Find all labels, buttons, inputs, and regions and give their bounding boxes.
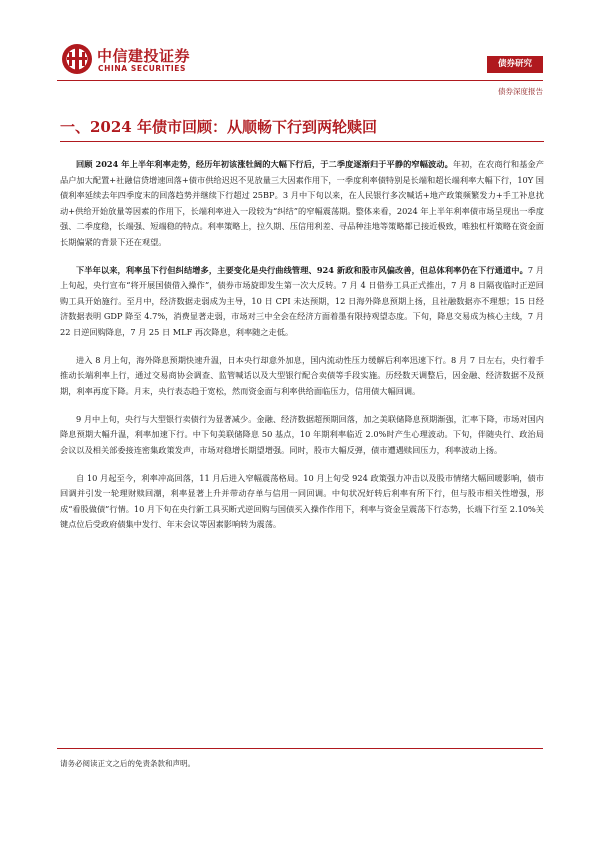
paragraph-october-onward: [60, 471, 544, 533]
paragraph-text: 年初，在农商行和基金产品户加大配置+社融信贷增速回落+债市供给迟迟不见放量三大因素作用下，一季度利率债特别是长端和超长端利率大幅下行，10Y 国债利率延续去年四季度末的回落趋势并继续下行超过 25BP。3 月中下旬以来，在人民银行多次喊话+地产政策频繁发力+手工补息扰动+供给开始放量等因素的作用下，长端利率进入一段较为“纠结”的窄幅震荡期。整体来看，2024 年上半年利率债市场呈现出一季度强、二季度稳，长端强、短端稳的特点。利率策略上，拉久期、压信用利差、寻品种洼地等策略都已接近极致，唯独杠杆策略在资金面长期偏紧的背景下还在观望。: [60, 159, 544, 247]
report-body: [60, 157, 544, 545]
section-title-underline: [60, 141, 544, 142]
disclaimer-text: 请务必阅读正文之后的免责条款和声明。: [60, 759, 195, 768]
logo-chinese-name: 中信建投证券: [97, 47, 191, 65]
report-type-label: 债券深度报告: [498, 87, 543, 96]
paragraph-september: [60, 412, 544, 459]
footer-divider: [57, 748, 543, 749]
paragraph-lead: 回顾 2024 年上半年利率走势，经历年初该涨牡阔的大幅下行后，于二季度逐渐归于平静的窄幅波动。: [76, 159, 453, 169]
paragraph-text: 9 月中上旬，央行与大型银行卖债行为显著减少。金融、经济数据超预期回落，加之美联储降息预期渐强，汇率下降，市场对国内降息预期大幅升温，利率加速下行。中下旬美联储降息 50 基点，10 年期利率临近 2.0%时产生心理波动。下旬，伴随央行、政治局会议以及相关部委接连密集政策发声，市场对稳增长期望增强。同时，股市大幅反弹，债市遭遇赎回压力，利率波动上扬。: [60, 413, 544, 455]
paragraph-first-half-review: [60, 157, 544, 250]
paragraph-text: 7 月上旬起，央行宣布“将开展国债借入操作”，债券市场旋即发生第一次大反转。7 月 4 日借券工具正式推出，7 月 8 日隔夜临时正逆回购工具开始施行。至月中，经济数据走弱成为主导，10 日 CPI 未达预期，12 日海外降息预期上扬，且社融数据亦不理想；15 日经济数据表明 GDP 降至 4.7%，消费显著走弱，市场对三中全会在经济方面着墨有限持观望态度。下旬，降息交易成为核心主线，7 月 22 日逆回购降息，7 月 25 日 MLF 再次降息，利率随之走低。: [60, 264, 544, 337]
paragraph-august: [60, 353, 544, 400]
paragraph-text: 进入 8 月上旬，海外降息预期快速升温，日本央行却意外加息，国内流动性压力缓解后利率迅速下行。8 月 7 日左右，央行着手推动长端利率上行，通过交易商协会调查、监管喊话以及大型银行配合卖债等手段实施。历经数天调整后，因金融、经济数据不及预期，利率再度下降。月末，央行表态趋于宽松，然而资金面与利率供给面临压力，信用债大幅回调。: [60, 354, 544, 396]
paragraph-lead: 下半年以来，利率虽下行但纠结增多，主要变化是央行曲线管理、924 新政和股市风偏改善，但总体利率仍在下行通道中。: [76, 264, 528, 275]
paragraph-text: 自 10 月起至今，利率冲高回落，11 月后进入窄幅震荡格局。10 月上旬受 924 政策强力冲击以及股市情绪大幅回暖影响，债市回调并引发一轮理财赎回潮，利率显著上升并带动存单与信用一同回调。中旬状况好转后利率有所下行，但与股市相关性增强，形成“看股做债”行情。10 月下旬在央行新工具买断式逆回购与国债买入操作作用下，利率与资金呈震荡下行态势，长端下行至 2.10%关键点位后受政府债集中发行、年末会议等因素影响转为震荡。: [60, 472, 544, 529]
section-title: 一、2024 年债市回顾：从顺畅下行到两轮赎回: [60, 118, 377, 136]
header-divider: [57, 80, 543, 81]
paragraph-second-half-july: [60, 263, 544, 341]
company-logo: [61, 43, 191, 77]
category-tag: 债券研究: [487, 56, 543, 73]
logo-english-name: CHINA SECURITIES: [98, 64, 186, 73]
china-securities-logo-icon: [61, 43, 93, 75]
